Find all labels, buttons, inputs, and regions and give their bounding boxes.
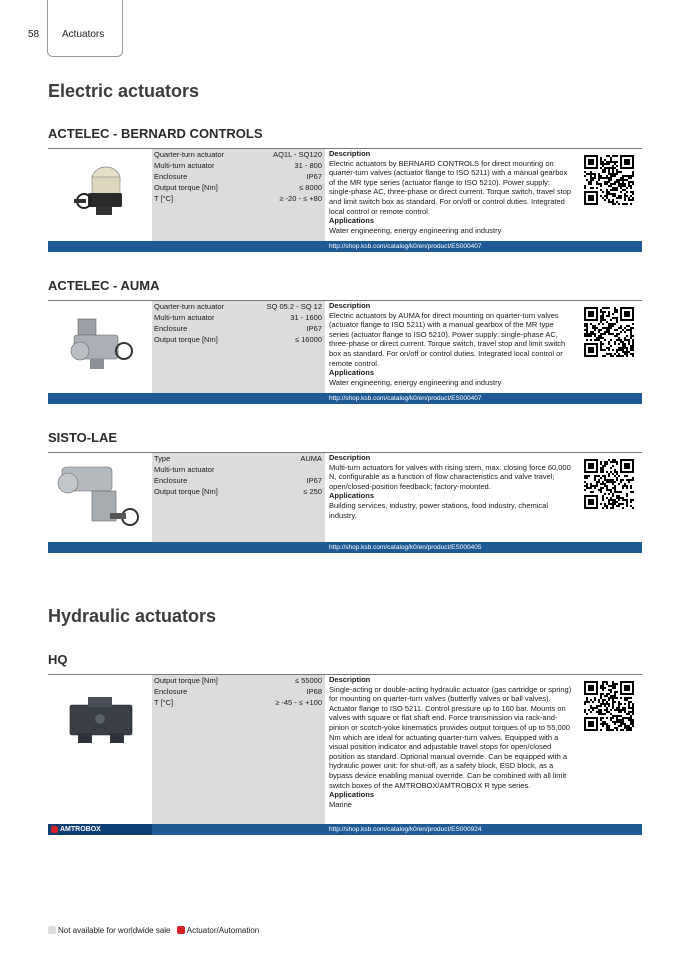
description-heading: Description: [329, 149, 371, 158]
spec-row: [152, 301, 325, 312]
spec-value: ≤ 250: [303, 487, 322, 496]
actuator-marker-icon: [51, 826, 58, 833]
product-auma: [48, 301, 642, 405]
spec-value: 31 - 800: [294, 161, 322, 170]
qr-code-icon[interactable]: [584, 155, 634, 205]
spec-row: [152, 334, 325, 345]
product-description: [329, 149, 573, 235]
spec-table: [152, 675, 325, 824]
product-description: [329, 301, 573, 387]
description-text: Electric actuators by BERNARD CONTROLS for direct mounting on quarter-turn valves (actuator flange to ISO 5211) with a manual gearbox of the MR type series (actuator flange to ISO 5210). Power supply: single-phase AC, three-phase or direct current. Torque switch, travel stop and limit switch box as standard. For on/off or control duties. Integrated local control or remote control.: [329, 158, 572, 216]
product-bernard-controls: [48, 149, 642, 253]
spec-label: Quarter-turn actuator: [154, 150, 225, 159]
spec-label: T [°C]: [154, 194, 174, 203]
spec-row: [152, 475, 325, 486]
product-title: SISTO-LAE: [48, 430, 118, 445]
qr-code-icon[interactable]: [584, 459, 634, 509]
red-marker-icon: [177, 926, 185, 934]
product-sisto-lae: [48, 453, 642, 555]
product-link-bar: [48, 542, 642, 553]
hydraulic-actuator-image: [48, 675, 152, 824]
spec-table: [152, 301, 325, 393]
page-number: 58: [28, 29, 40, 40]
spec-row: [152, 160, 325, 171]
qr-code-icon[interactable]: [584, 681, 634, 731]
spec-row: [152, 312, 325, 323]
electric-actuator-image: [48, 149, 152, 241]
product-image: [48, 453, 152, 543]
spec-label: Multi-turn actuator: [154, 161, 215, 170]
spec-value: IP67: [306, 476, 322, 485]
spec-value: ≤ 8000: [299, 183, 322, 192]
product-image: [48, 301, 152, 393]
applications-text: Marine: [329, 799, 352, 809]
product-url[interactable]: http://shop.ksb.com/catalog/k0/en/product/ES000407: [329, 243, 482, 250]
spec-label: Multi-turn actuator: [154, 465, 215, 474]
spec-row: [152, 323, 325, 334]
spec-label: Enclosure: [154, 687, 188, 696]
product-description: [329, 675, 573, 809]
product-title: ACTELEC - AUMA: [48, 278, 160, 293]
spec-label: Output torque [Nm]: [154, 183, 218, 192]
applications-heading: Applications: [329, 790, 375, 800]
spec-label: Output torque [Nm]: [154, 487, 218, 496]
product-image: [48, 149, 152, 241]
applications-text: Water engineering, energy engineering and industry: [329, 377, 502, 387]
spec-value: AUMA: [300, 454, 322, 463]
product-link-bar: [48, 393, 642, 404]
spec-value: ≥ -20 - ≤ +80: [279, 194, 322, 203]
spec-value: IP68: [306, 687, 322, 696]
description-text: Single-acting or double-acting hydraulic actuator (gas cartridge or spring) for mounting on quarter-turn valves (butterfly valves or ball valves). Actuator flange to ISO 5211. Control pressure up to 160 bar. Mounts on valves with square or flat shaft end. Force transmission via rack-and-pinion or scotch-yoke kinematics provides output torques of up to 55,000 Nm which are ideal for actuating quarter-turn valves. Equipped with a visual position indicator and adjustable travel stops for open/closed position as standard. Optional manual override. Can be equipped with a hydraulic power unit: for shut-off, as a safety block, ESD block, as a bypass device enabling manual override. Can be combined with all limit switch boxes of the AMTROBOX/AMTROBOX R type series.: [329, 684, 572, 790]
spec-value: ≤ 16000: [294, 335, 322, 344]
section-tab[interactable]: [47, 0, 123, 57]
spec-label: Enclosure: [154, 172, 188, 181]
product-url[interactable]: http://shop.ksb.com/catalog/k0/en/product/ES000405: [329, 544, 482, 551]
spec-label: T [°C]: [154, 698, 174, 707]
product-url[interactable]: http://shop.ksb.com/catalog/k0/en/product/ES000924: [329, 826, 482, 833]
grey-marker-icon: [48, 926, 56, 934]
spec-table: [152, 453, 325, 543]
spec-row: [152, 686, 325, 697]
spec-row: [152, 171, 325, 182]
spec-value: IP67: [306, 324, 322, 333]
amtrobox-badge: [48, 824, 152, 835]
product-title: ACTELEC - BERNARD CONTROLS: [48, 126, 263, 141]
product-title: HQ: [48, 652, 68, 667]
spec-label: Multi-turn actuator: [154, 313, 215, 322]
applications-text: Water engineering, energy engineering and industry: [329, 225, 502, 235]
applications-heading: Applications: [329, 368, 375, 378]
spec-label: Enclosure: [154, 324, 188, 333]
description-text: Multi-turn actuators for valves with rising stem, max. closing force 60,000 N, configurable as a function of flow characteristics and valve travel; open/closed-position feedback; factory-mounted.: [329, 462, 571, 491]
spec-value: IP67: [306, 172, 322, 181]
spec-label: Type: [154, 454, 171, 463]
badge-label: AMTROBOX: [60, 826, 101, 833]
product-url[interactable]: http://shop.ksb.com/catalog/k0/en/product/ES000407: [329, 395, 482, 402]
spec-label: Output torque [Nm]: [154, 335, 218, 344]
spec-row: [152, 464, 325, 475]
section-tab-label: Actuators: [62, 29, 105, 40]
spec-value: 31 - 1600: [290, 313, 322, 322]
product-link-bar: [48, 241, 642, 252]
legend-not-available: Not available for worldwide sale: [58, 926, 171, 935]
spec-label: Enclosure: [154, 476, 188, 485]
spec-label: Output torque [Nm]: [154, 676, 218, 685]
spec-table: [152, 149, 325, 241]
product-hq: [48, 675, 642, 837]
electric-actuator-image: [48, 301, 152, 393]
spec-row: [152, 149, 325, 160]
description-heading: Description: [329, 675, 371, 684]
spec-row: [152, 182, 325, 193]
applications-heading: Applications: [329, 216, 375, 226]
legend-actuator: Actuator/Automation: [186, 926, 260, 935]
heading-electric-actuators: Electric actuators: [48, 81, 200, 101]
product-description: [329, 453, 573, 520]
applications-heading: Applications: [329, 491, 375, 501]
spec-row: [152, 697, 325, 708]
spec-row: [152, 453, 325, 464]
qr-code-icon[interactable]: [584, 307, 634, 357]
product-image: [48, 675, 152, 824]
spec-value: ≤ 55000: [294, 676, 322, 685]
description-heading: Description: [329, 453, 371, 462]
spec-value: SQ 05.2 - SQ 12: [266, 302, 322, 311]
spec-label: Quarter-turn actuator: [154, 302, 225, 311]
heading-hydraulic-actuators: Hydraulic actuators: [48, 606, 217, 626]
spec-row: [152, 675, 325, 686]
description-heading: Description: [329, 301, 371, 310]
spec-value: AQ1L - SQ120: [273, 150, 322, 159]
spec-value: ≥ -45 - ≤ +100: [275, 698, 322, 707]
description-text: Electric actuators by AUMA for direct mounting on quarter-turn valves (actuator flange to ISO 5211) with a manual gearbox of the MR type series (actuator flange to ISO 5210). Power supply: single-phase AC, three-phase or direct current. Torque switch, travel stop and limit switch box as standard. For on/off or control duties. Integrated local control or remote control.: [329, 310, 566, 368]
spec-row: [152, 193, 325, 204]
product-link-bar: [48, 824, 642, 835]
spec-row: [152, 486, 325, 497]
applications-text: Building services, industry, power stations, food industry, chemical industry.: [329, 500, 548, 520]
legend: [48, 926, 259, 935]
electric-actuator-image: [48, 453, 152, 543]
